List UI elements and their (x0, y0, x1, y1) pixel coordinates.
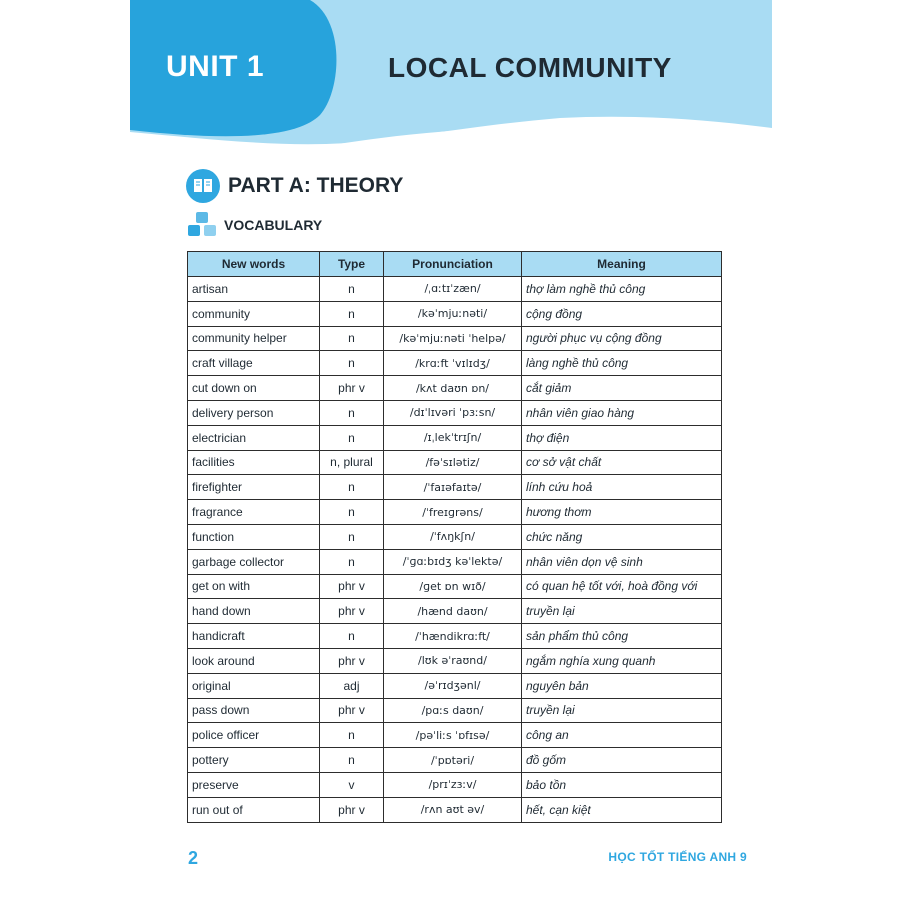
cell-meaning: thợ điện (522, 425, 722, 450)
cell-meaning: công an (522, 723, 722, 748)
cell-meaning: đồ gốm (522, 748, 722, 773)
table-row (188, 624, 722, 649)
cell-pronunciation: /ˈfʌŋkʃn/ (384, 524, 522, 549)
cell-type: n (320, 549, 384, 574)
cell-pronunciation: /kəˈmjuːnəti ˈhelpə/ (384, 326, 522, 351)
cell-type: phr v (320, 599, 384, 624)
table-row (188, 450, 722, 475)
column-header-pronunciation: Pronunciation (384, 252, 522, 277)
cell-word: preserve (188, 772, 320, 797)
cell-type: n (320, 425, 384, 450)
cell-word: pottery (188, 748, 320, 773)
cell-word: handicraft (188, 624, 320, 649)
cell-type: n (320, 524, 384, 549)
cell-type: phr v (320, 797, 384, 822)
cell-pronunciation: /əˈrɪdʒənl/ (384, 673, 522, 698)
cell-type: n, plural (320, 450, 384, 475)
cell-pronunciation: /pɑːs daʊn/ (384, 698, 522, 723)
table-row (188, 277, 722, 302)
cell-word: hand down (188, 599, 320, 624)
cell-pronunciation: /ˈfreɪɡrəns/ (384, 500, 522, 525)
cell-meaning: nhân viên giao hàng (522, 400, 722, 425)
blocks-icon (186, 210, 220, 240)
cell-pronunciation: /ˈhændikrɑːft/ (384, 624, 522, 649)
column-header-new-words: New words (188, 252, 320, 277)
cell-pronunciation: /ɡet ɒn wɪð/ (384, 574, 522, 599)
table-row (188, 301, 722, 326)
cell-type: n (320, 301, 384, 326)
cell-meaning: lính cứu hoả (522, 475, 722, 500)
cell-meaning: truyền lại (522, 698, 722, 723)
cell-word: cut down on (188, 376, 320, 401)
cell-type: n (320, 277, 384, 302)
cell-meaning: cắt giảm (522, 376, 722, 401)
page-number: 2 (188, 848, 199, 868)
cell-word: police officer (188, 723, 320, 748)
table-row (188, 524, 722, 549)
cell-word: community (188, 301, 320, 326)
cell-pronunciation: /prɪˈzɜːv/ (384, 772, 522, 797)
cell-pronunciation: /rʌn aʊt əv/ (384, 797, 522, 822)
cell-meaning: cơ sở vật chất (522, 450, 722, 475)
cell-type: n (320, 475, 384, 500)
cell-pronunciation: /hænd daʊn/ (384, 599, 522, 624)
cell-meaning: thợ làm nghề thủ công (522, 277, 722, 302)
cell-type: phr v (320, 698, 384, 723)
cell-word: facilities (188, 450, 320, 475)
table-row (188, 698, 722, 723)
cell-word: delivery person (188, 400, 320, 425)
book-icon (186, 169, 220, 203)
cell-meaning: có quan hệ tốt với, hoà đồng với (522, 574, 722, 599)
table-row (188, 574, 722, 599)
cell-word: look around (188, 648, 320, 673)
table-row (188, 748, 722, 773)
cell-meaning: làng nghề thủ công (522, 351, 722, 376)
cell-pronunciation: /ˈɡɑːbɪdʒ kəˈlektə/ (384, 549, 522, 574)
unit-label: UNIT 1 (166, 50, 265, 83)
cell-meaning: bảo tồn (522, 772, 722, 797)
cell-meaning: truyền lại (522, 599, 722, 624)
cell-word: craft village (188, 351, 320, 376)
cell-type: phr v (320, 376, 384, 401)
table-header-row (188, 252, 722, 277)
unit-title: LOCAL COMMUNITY (388, 52, 672, 83)
cell-type: n (320, 400, 384, 425)
unit-header (130, 0, 772, 150)
cell-pronunciation: /ɪˌlekˈtrɪʃn/ (384, 425, 522, 450)
table-row (188, 400, 722, 425)
table-row (188, 599, 722, 624)
vocabulary-title: VOCABULARY (224, 217, 323, 233)
part-title: PART A: THEORY (228, 174, 404, 197)
cell-meaning: người phục vụ cộng đồng (522, 326, 722, 351)
cell-pronunciation: /lʊk əˈraʊnd/ (384, 648, 522, 673)
cell-meaning: ngắm nghía xung quanh (522, 648, 722, 673)
cell-pronunciation: /ˈpɒtəri/ (384, 748, 522, 773)
cell-word: pass down (188, 698, 320, 723)
cell-pronunciation: /ˌɑːtɪˈzæn/ (384, 277, 522, 302)
table-row (188, 772, 722, 797)
cell-word: get on with (188, 574, 320, 599)
cell-type: n (320, 624, 384, 649)
table-row (188, 797, 722, 822)
cell-word: community helper (188, 326, 320, 351)
cell-meaning: hương thơm (522, 500, 722, 525)
table-row (188, 648, 722, 673)
table-row (188, 376, 722, 401)
book-title: HỌC TỐT TIẾNG ANH 9 (608, 850, 747, 864)
cell-pronunciation: /fəˈsɪlətiz/ (384, 450, 522, 475)
cell-pronunciation: /krɑːft ˈvɪlɪdʒ/ (384, 351, 522, 376)
cell-word: artisan (188, 277, 320, 302)
table-row (188, 549, 722, 574)
cell-type: n (320, 500, 384, 525)
table-row (188, 351, 722, 376)
cell-pronunciation: /ˈfaɪəfaɪtə/ (384, 475, 522, 500)
table-row (188, 673, 722, 698)
cell-type: n (320, 748, 384, 773)
table-row (188, 425, 722, 450)
column-header-meaning: Meaning (522, 252, 722, 277)
column-header-type: Type (320, 252, 384, 277)
cell-meaning: chức năng (522, 524, 722, 549)
cell-pronunciation: /pəˈliːs ˈɒfɪsə/ (384, 723, 522, 748)
table-row (188, 475, 722, 500)
cell-type: phr v (320, 648, 384, 673)
vocabulary-heading (186, 210, 322, 240)
cell-meaning: cộng đồng (522, 301, 722, 326)
cell-type: n (320, 723, 384, 748)
cell-type: v (320, 772, 384, 797)
cell-pronunciation: /kəˈmjuːnəti/ (384, 301, 522, 326)
cell-type: phr v (320, 574, 384, 599)
cell-word: original (188, 673, 320, 698)
cell-word: firefighter (188, 475, 320, 500)
part-heading (186, 168, 403, 204)
table-row (188, 500, 722, 525)
cell-word: function (188, 524, 320, 549)
cell-meaning: hết, cạn kiệt (522, 797, 722, 822)
page (130, 0, 772, 900)
cell-meaning: nhân viên dọn vệ sinh (522, 549, 722, 574)
table-row (188, 723, 722, 748)
cell-type: adj (320, 673, 384, 698)
cell-pronunciation: /kʌt daʊn ɒn/ (384, 376, 522, 401)
table-row (188, 326, 722, 351)
cell-meaning: sản phẩm thủ công (522, 624, 722, 649)
cell-type: n (320, 326, 384, 351)
cell-word: run out of (188, 797, 320, 822)
cell-word: electrician (188, 425, 320, 450)
cell-word: fragrance (188, 500, 320, 525)
cell-word: garbage collector (188, 549, 320, 574)
vocabulary-table (187, 251, 722, 823)
cell-pronunciation: /dɪˈlɪvəri ˈpɜːsn/ (384, 400, 522, 425)
cell-type: n (320, 351, 384, 376)
cell-meaning: nguyên bản (522, 673, 722, 698)
